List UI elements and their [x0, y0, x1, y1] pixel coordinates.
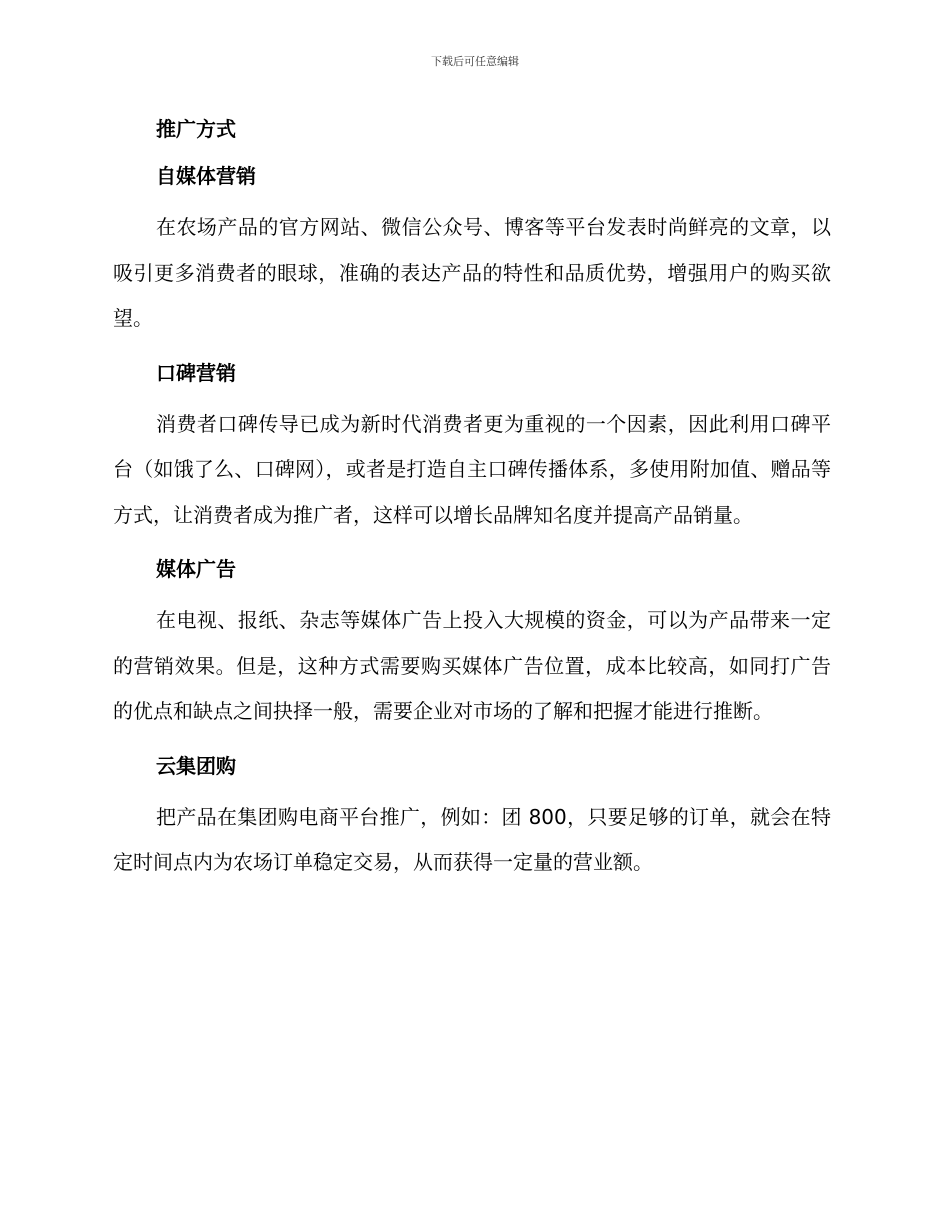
section-body-group-buy: 把产品在集团购电商平台推广，例如：团 800，只要足够的订单，就会在特定时间点内为农场订单稳定交易，从而获得一定量的营业额。 [113, 804, 831, 874]
section-body-media-ads: 在电视、报纸、杂志等媒体广告上投入大规模的资金，可以为产品带来一定的营销效果。但是，这种方式需要购买媒体广告位置，成本比较高，如同打广告的优点和缺点之间抉择一般，需要企业对市场的了解和把握才能进行推断。 [113, 608, 831, 723]
section-body-word-of-mouth: 消费者口碑传导已成为新时代消费者更为重视的一个因素，因此利用口碑平台（如饿了么、口碑网），或者是打造自主口碑传播体系，多使用附加值、赠品等方式，让消费者成为推广者，这样可以增长品牌知名度并提高产品销量。 [113, 411, 831, 527]
section-heading-word-of-mouth: 口碑营销 [156, 360, 236, 385]
section-body-self-media: 在农场产品的官方网站、微信公众号、博客等平台发表时尚鲜亮的文章，以吸引更多消费者的眼球，准确的表达产品的特性和品质优势，增强用户的购买欲望。 [113, 215, 831, 330]
page-header-note: 下载后可任意编辑 [431, 55, 519, 68]
document-title: 推广方式 [156, 117, 236, 141]
document-body [113, 112, 831, 900]
section-heading-self-media: 自媒体营销 [156, 164, 256, 188]
section-heading-group-buy: 云集团购 [156, 753, 236, 778]
section-heading-media-ads: 媒体广告 [156, 557, 236, 581]
